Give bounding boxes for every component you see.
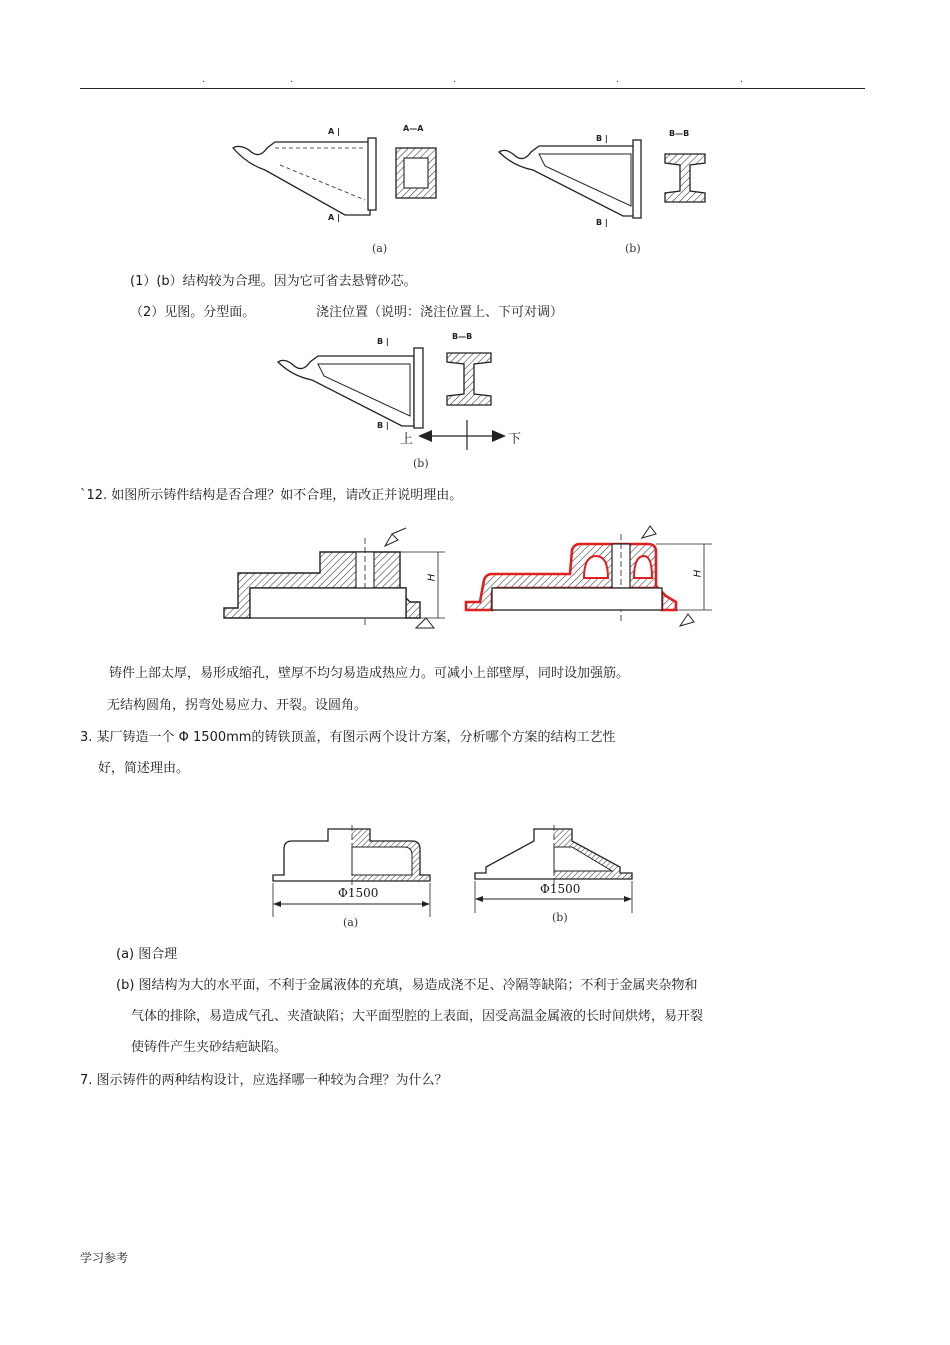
- q7-question: 7. 图示铸件的两种结构设计，应选择哪一种较为合理？为什么？: [80, 1073, 448, 1088]
- section-title: B—B: [669, 129, 690, 138]
- header-dot: .: [202, 74, 206, 85]
- cover-drawing-a: [270, 825, 435, 920]
- q12-question: `12. 如图所示铸件结构是否合理？如不合理，请改正并说明理由。: [80, 488, 463, 503]
- section-title: A—A: [403, 124, 424, 133]
- section-mark-bottom: B |: [596, 218, 608, 227]
- header-dot: .: [616, 74, 620, 85]
- header-dot: .: [740, 74, 744, 85]
- figure-caption: (b): [413, 457, 429, 470]
- diameter-label: Φ1500: [540, 882, 581, 896]
- i-beam-section-b: [664, 153, 709, 205]
- q11-answer-2-pour: 浇注位置（说明：浇注位置上、下可对调）: [316, 305, 564, 320]
- header-dot: .: [290, 74, 294, 85]
- section-mark-bottom: A |: [328, 213, 340, 222]
- up-label: 上: [400, 432, 414, 447]
- q3-answer-b-line-3: 使铸件产生夹砂结疤缺陷。: [131, 1040, 288, 1055]
- casting-drawing-original: [220, 530, 450, 630]
- section-mark-top: B |: [377, 337, 389, 346]
- q11-answer-2: （2）见图。分型面。: [130, 305, 256, 320]
- casting-drawing-corrected: [462, 530, 722, 630]
- figure-caption: (a): [372, 242, 388, 255]
- height-dimension-label: H: [426, 573, 438, 582]
- q3-answer-b-line-2: 气体的排除，易造成气孔、夹渣缺陷；大平面型腔的上表面，因受高温金属液的长时间烘烤，易开裂: [131, 1009, 704, 1024]
- header-dot: .: [453, 74, 457, 85]
- q3-question-line-1: 3. 某厂铸造一个 Φ 1500mm的铸铁顶盖，有图示两个设计方案，分析哪个方案的结构工艺性: [80, 730, 616, 745]
- hollow-section-a: [395, 147, 440, 202]
- header-rule: [80, 88, 865, 89]
- q3-answer-a: (a) 图合理: [116, 947, 178, 962]
- bracket-drawing-b: [495, 130, 665, 230]
- section-mark-top: A |: [328, 127, 340, 136]
- q12-answer-2: 无结构圆角，拐弯处易应力、开裂。设圆角。: [107, 698, 368, 713]
- section-mark-bottom: B |: [377, 421, 389, 430]
- section-mark-top: B |: [596, 134, 608, 143]
- i-beam-section-answer: [446, 352, 496, 408]
- cover-drawing-b: [472, 825, 637, 920]
- height-dimension-label: H: [692, 569, 704, 578]
- diameter-label: Φ1500: [338, 886, 379, 900]
- section-title: B—B: [452, 332, 473, 341]
- figure-caption: (a): [343, 916, 359, 929]
- q3-question-line-2: 好，简述理由。: [98, 761, 190, 776]
- figure-caption: (b): [625, 242, 641, 255]
- page-footer: 学习参考: [80, 1251, 129, 1265]
- down-label: 下: [508, 432, 522, 447]
- q3-answer-b-line-1: (b) 图结构为大的水平面，不利于金属液体的充填，易造成浇不足、冷隔等缺陷；不利于金属夹杂物和: [116, 978, 698, 993]
- q12-answer-1: 铸件上部太厚，易形成缩孔，壁厚不均匀易造成热应力。可减小上部壁厚，同时设加强筋。: [109, 666, 630, 681]
- figure-caption: (b): [552, 911, 568, 924]
- q11-answer-1: (1）(b）结构较为合理。因为它可省去悬臂砂芯。: [130, 274, 417, 289]
